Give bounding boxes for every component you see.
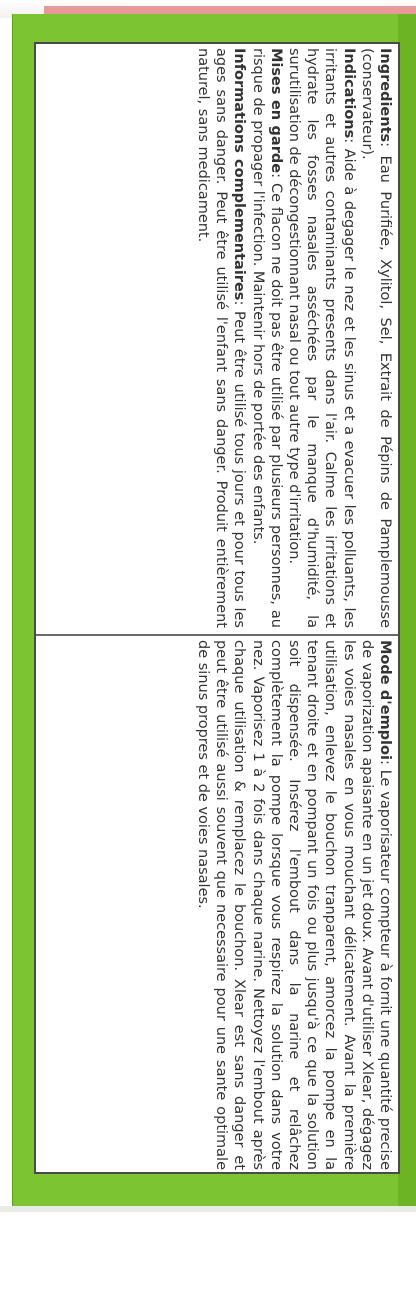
warnings-text: : Ce flacon ne doit pas être utilisé par plusieurs personnes, au risque de propager l'infection. Maintenir hors de portée des enfants. — [249, 48, 284, 628]
additional-info-text: : Peut être utilisé tous jours et pour tous les ages sans danger. Peut être utilisé l'enfant sans danger. Produit entièrement naturel, sans medicament. — [194, 48, 248, 628]
directions-text: : Le vaporisateur compteur à fornit une quantité precise de vaporization apaisante en un jet doux. Avant d'utiliser Xlear, dégagez les voies nasales en vous mouchant délicatement. Avant la première utilisation, enlevez le bouchon tranparent, amorcez la pompe en la tenant droite et en pompant un fois ou plus jusqu'à ce que la solution soit dispensée. Insérez l'embout dans la narine et relâchez complètement la pompe lorsque vous respirez la solution dans votre nez. Vaporisez 1 à 2 fois dans chaque narine. Nettoyez l'embout après chaque utilisation & remplacez le bouchon. Xlear est sans danger et peut être utilisé aussi souvent que necessaire pour une sante optimale de sinus propres et de voies nasales. — [194, 640, 393, 1171]
directions-text-block — [194, 640, 394, 1170]
ingredients-text: : Eau Purifiée, Xylitol, Sel, Extrait de Pépins de Pamplemousse (conservateur). — [358, 48, 393, 628]
warnings-heading: Mises en garde — [267, 48, 284, 174]
additional-info-heading: Informations complementaires — [231, 48, 248, 301]
ingredients-paragraph — [358, 48, 394, 628]
indications-heading: Indications — [340, 48, 357, 139]
label-panel — [34, 42, 400, 1174]
warnings-paragraph — [248, 48, 284, 628]
box-edge — [398, 14, 416, 1206]
info-text-block — [194, 48, 394, 628]
directions-heading: Mode d'emploi — [377, 640, 393, 760]
ingredients-heading: Ingredients — [377, 48, 393, 143]
panel-divider — [36, 634, 398, 636]
additional-info-paragraph — [194, 48, 249, 628]
indications-text: : Aide à degager le nez et les sinus et a evacuer les polluants, les irritants et autres contaminants presents dans l'air. Calme les irritations et hydrate les fosses nasales asséchées par le manque d'humidité, la surutilisation de décongestionnant nasal ou tout autre type d'irritation. — [285, 48, 357, 628]
box-shadow — [0, 1206, 416, 1212]
directions-paragraph — [194, 640, 394, 1170]
indications-paragraph — [285, 48, 358, 628]
